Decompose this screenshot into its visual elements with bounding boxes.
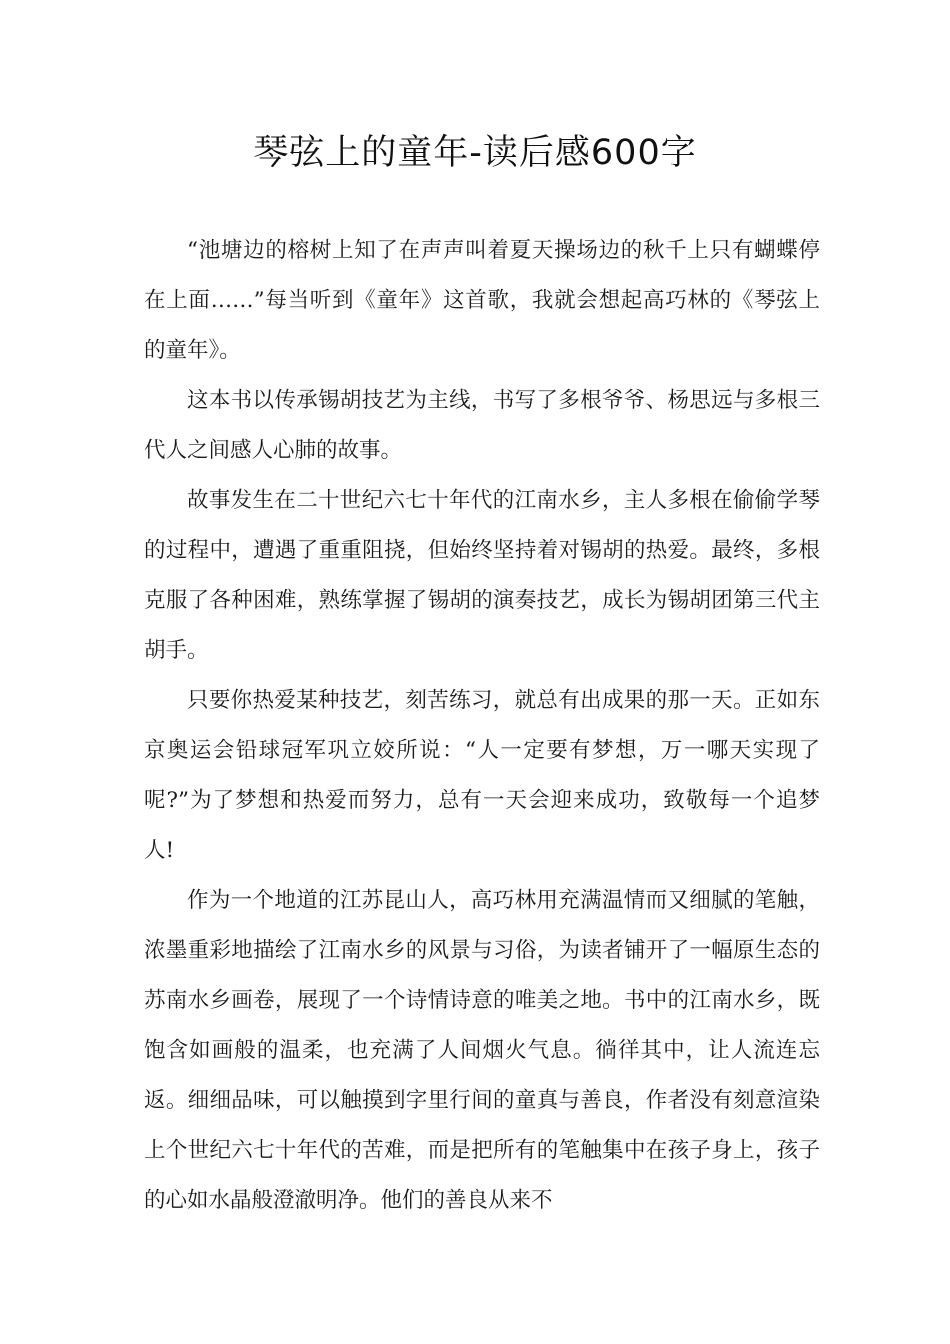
paragraph: “池塘边的榕树上知了在声声叫着夏天操场边的秋千上只有蝴蝶停在上面……”每当听到《童年》这首歌，我就会想起高巧林的《琴弦上的童年》。 <box>144 238 820 363</box>
document-body <box>144 226 820 1226</box>
paragraph: 故事发生在二十世纪六七十年代的江南水乡，主人多根在偷偷学琴的过程中，遭遇了重重阻挠，但始终坚持着对锡胡的热爱。最终，多根克服了各种困难，熟练掌握了锡胡的演奏技艺，成长为锡胡团第三代主胡手。 <box>144 488 820 663</box>
paragraph: 只要你热爱某种技艺，刻苦练习，就总有出成果的那一天。正如东京奥运会铅球冠军巩立姣所说：“人一定要有梦想，万一哪天实现了呢?”为了梦想和热爱而努力，总有一天会迎来成功，致敬每一个追梦人! <box>144 688 820 863</box>
document-title: 琴弦上的童年-读后感600字 <box>253 133 697 173</box>
paragraph: 这本书以传承锡胡技艺为主线，书写了多根爷爷、杨思远与多根三代人之间感人心肺的故事。 <box>144 388 820 463</box>
paragraph: 作为一个地道的江苏昆山人，高巧林用充满温情而又细腻的笔触，浓墨重彩地描绘了江南水乡的风景与习俗，为读者铺开了一幅原生态的苏南水乡画卷，展现了一个诗情诗意的唯美之地。书中的江南水乡，既饱含如画般的温柔，也充满了人间烟火气息。徜徉其中，让人流连忘返。细细品味，可以触摸到字里行间的童真与善良，作者没有刻意渲染上个世纪六七十年代的苦难，而是把所有的笔触集中在孩子身上，孩子的心如水晶般澄澈明净。他们的善良从来不 <box>144 888 820 1213</box>
